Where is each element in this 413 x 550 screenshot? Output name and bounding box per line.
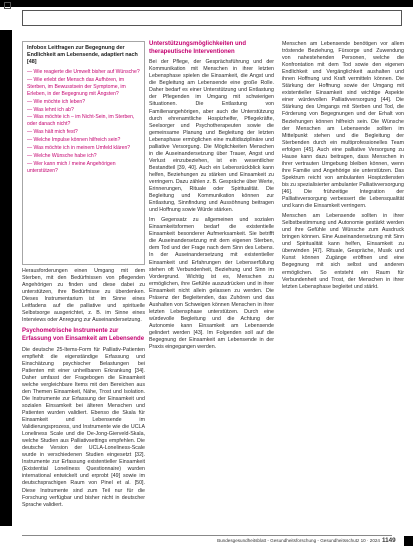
body-paragraph: Menschen am Lebensende benötigen vor allem tröstende Beziehung, Fürsorge und Zuwendung von nahestehenden Personen, welche die Konfrontation mit dem Tod sowie den eigenen Endlichkeit und Vergänglichkeit aushalten und ihnen Hoffnung und Kraft vermitteln können. Die Stärkung der Hoffnung sowie der Umgang mit existentieller Einsamkeit sind wichtige Aspekte einer würdevollen Palliativversorgung [44]. Die Stärkung des Umgangs mit Sterben und Tod, die Förderung von Begegnungen und der Erhalt von Beziehungen können hilfreich sein. Die Wünsche der Menschen am Lebensende sollten im Mittelpunkt stehen und die Begleitung der Sterbenden durch ein multiprofessionelles Team erfolgen [45]. Auch eine palliative Versorgung zu Hause kann dazu beitragen, dass Menschen in ihrer vertrauten Umgebung bleiben können, wenn ihre Familie und Angehörige sie unterstützen. Das Spektrum reicht von ambulanten Hospizdiensten bis zu spezialisierter ambulanter Palliativversorgung [46]. Die frühzeitige Integration der Palliativversorgung verbessert die Lebensqualität und kann die Einsamkeit verringern.: [282, 41, 404, 210]
corner-marker: [4, 2, 11, 9]
body-paragraph: Herausforderungen einen Umgang mit dem Sterben, mit den Bedürfnissen von pflegenden Angehörigen zu finden und diese dabei zu unterstützen, ihre Bedürfnisse zu überdenken. Dieses Instrumentarium ist im Sinne eines Leitfadens auf die palliative und spirituelle Selbstsorge ausgerichtet, z. B. im Sinne eines Interviews oder Anregung zur Auseinandersetzung.: [22, 268, 145, 324]
journal-footer: Bundesgesundheitsblatt - Gesundheitsforschung - Gesundheitsschutz 10 · 2024: [217, 538, 380, 543]
page-tab-bar: [404, 536, 413, 546]
list-item: — Was möchte ich in meinem Umfeld klären?: [27, 145, 131, 152]
list-item: — Wie erlebt der Mensch das Aufhören, im Sterben, im Bewusstsein der Symptome, im Erleben, in der Begegnung mit Ängsten?: [27, 76, 126, 97]
top-black-bar: [0, 0, 413, 7]
list-item: — Welche Impulse können hilfreich sein?: [27, 137, 121, 144]
body-paragraph: Im Gegensatz zu allgemeinen und sozialen Einsamkeitsformen bedarf die existentielle Einsamkeit besonderer Aufmerksamkeit. Sie betrifft die Auseinandersetzung mit dem eigenen Sterben, dem Tod und der Frage nach dem Sinn des Lebens. In der Auseinandersetzung mit existentieller Einsamkeit und Erfahrungen der Lebenserfüllung stehen oft Verbundenheit, Beziehung und Sinn im Vordergrund. Wichtig ist es, Menschen zu ermöglichen, ihre Gefühle auszudrücken und in ihrer Einsamkeit nicht allein gelassen zu werden. Die Präsenz der Begleitenden, das Zuhören und das Aushalten von Schweigen können Menschen in ihrer letzten Lebensphase unterstützen. Durch eine würdevolle Begleitung und die Achtung der Autonomie kann Einsamkeit am Lebensende gelindert werden [43]. Im Folgenden soll auf die Begegnung der Einsamkeit am Lebensende in der Praxis eingegangen werden.: [149, 217, 274, 351]
list-item: — Wer kann mich / meine Angehörigen unterstützen?: [27, 160, 116, 174]
column-left: [22, 268, 145, 512]
infobox-list: [27, 69, 140, 175]
list-item: — Was hält mich fest?: [27, 129, 78, 136]
body-paragraph: Die deutsche 25-Items-Form für Palliativ-Patienten empfiehlt die eigenständige Erfassung und Einschätzung psychischer Belastungen bei Patienten mit einer unheilbaren Erkrankung [34]. Daher umfasst der Fragebogen die Einsamkeit welche vergleichbare Items mit den Bereichen aus den Themen Einsamkeit, Nähe, Trost und Isolation. Die Instrumente zur Erfassung der Einsamkeit und sozialen Einsamkeit bei älteren Menschen und Patienten wurden validiert. Ebenso die Skala für Einsamkeit und Lebensende im Validierungsprozess, und Instrumente wie die UCLA Loneliness Scale und die De-Jong-Gierveld-Skala, welche Studien aus Palliativsettings empfehlen. Die deutsche Version der UCLA-Loneliness-Scale wurde in verschiedenen Studien eingesetzt [32]. Instrumente zur Erfassung existentieller Einsamkeit (Existential Loneliness Questionnaire) wurden international entwickelt und erprobt [49] sowie im deutschsprachigen Raum von Pinel et al. [50]. Diese Instrumente sind zum Teil nur für die Forschung verfügbar und bisher nicht in deutscher Sprache validiert.: [22, 346, 145, 508]
footer-rule: [22, 535, 392, 536]
list-item: — Wie reagierte die Umwelt bisher auf Wünsche?: [27, 69, 140, 75]
header-frame: [22, 10, 402, 26]
infobox-title: Infobox Leitfragen zur Begegnung der Endlichkeit am Lebensende, adaptiert nach [48]: [27, 45, 138, 65]
column-middle: [149, 41, 274, 354]
section-heading: Unterstützungsmöglichkeiten und therapeutische Interventionen: [149, 41, 247, 55]
infobox: [22, 41, 145, 265]
body-paragraph: Bei der Pflege, der Gesprächsführung und der Kommunikation mit Menschen in ihrer letzten Lebensphase spielen die Einsamkeit, die Angst und die Begleitung am Lebensende eine große Rolle. Daher bedarf es einer Unterstützung und Entlastung der Pflegenden im Umgang mit schwierigen Situationen. Die Entlastung von Familienangehörigen, aber auch die Unterstützung durch ehrenamtliche Hospizhelfer, Pflegekräfte, Seelsorger und Psychotherapeuten sowie die gemeinsame Planung und Begleitung der letzten Lebensphase ermöglichen eine multidisziplinäre und palliative Versorgung. Die Möglichkeiten Menschen in die Auseinandersetzung über Trauer, Angst und Verlust einzubeziehen, ist ein wesentlicher Bestandteil [39, 40]. Auch ein Lebensrückblick kann helfen, Beziehungen zu stärken und Einsamkeit zu verringern. Dazu zählen z. B. Gespräche über Werte, Erinnerungen, Rituale oder Spiritualität. Die Begleitung und Kommunikation können zur Entlastung, Sinnfindung und Aussöhnung beitragen und Hoffnung sowie Würde stärken.: [149, 59, 274, 214]
list-item: — Was möchte ich – im Nicht-Sein, im Sterben, oder danach nicht?: [27, 114, 135, 128]
section-heading: Psychometrische Instrumente zur Erfassung von Einsamkeit am Lebensende: [22, 328, 145, 342]
column-right: [282, 41, 404, 294]
page-number: 1149: [382, 537, 396, 544]
list-item: — Welche Wünsche habe ich?: [27, 152, 97, 159]
body-paragraph: Menschen am Lebensende sollten in ihrer Selbstbestimmung und Autonomie gestärkt werden und ihre Gefühle und Wünsche zum Ausdruck bringen können. Eine Auseinandersetzung mit Sinn und Spiritualität kann helfen, Einsamkeit zu überwinden [47]. Rituale, Gespräche, Musik und Kunst können Zugänge eröffnen und eine Begegnung mit sich selbst und anderen ermöglichen. So entsteht ein Raum für Verbundenheit und Trost, der Menschen in ihrer letzten Lebensphase begleitet und stärkt.: [282, 213, 404, 290]
list-item: — Wie möchte ich leben?: [27, 98, 86, 105]
list-item: — Was lehnt ich ab?: [27, 106, 74, 113]
left-margin-bar: [0, 30, 12, 526]
